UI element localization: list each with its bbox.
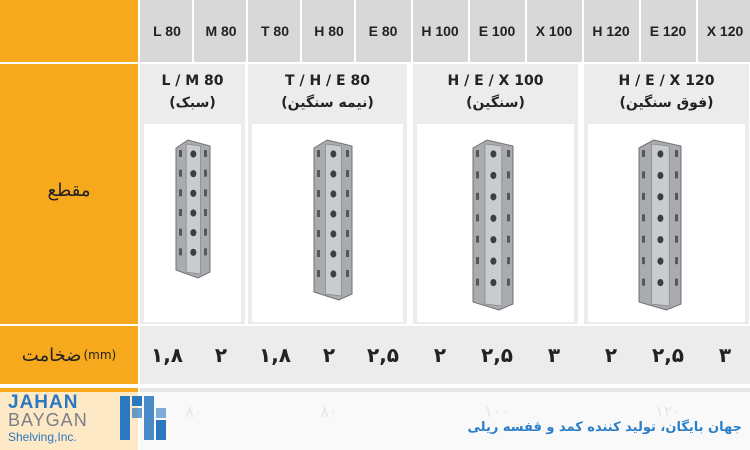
header-divider [468,0,470,62]
column-header: H 120 [592,23,630,39]
thickness-value: ۲ [604,343,618,367]
top-left-cell [0,0,138,62]
header-divider [300,0,302,62]
group-code: T / H / E 80 [285,73,370,89]
profile-image-box [252,124,403,322]
header-divider [696,0,698,62]
logo-text-shelving: Shelving,Inc. [8,430,77,444]
thickness-value: ۲ [433,343,447,367]
section-row-label: مقطع [47,179,91,201]
column-header: L 80 [153,23,181,39]
thickness-label: ضخامت [21,344,82,366]
group-code: H / E / X 120 [618,73,715,89]
group-label [248,64,407,124]
thickness-unit: (mm) [83,348,117,362]
column-header: E 80 [368,23,398,39]
thickness-value: ۲,۵ [480,343,513,367]
column-header: E 120 [649,23,687,39]
caption: جهان بایگان، تولید کننده کمد و قفسه ریلی [467,420,742,435]
thickness-value: ۳ [718,343,732,367]
header-divider [525,0,527,62]
thickness-row-label [0,326,138,384]
group-name: (سبک) [169,95,216,111]
thickness-value: ۲ [214,343,228,367]
column-header: H 100 [421,23,459,39]
profile-image-box [144,124,241,322]
group-label [140,64,245,124]
header-divider [582,0,584,62]
profile-image-box [417,124,574,322]
thickness-value: ۱,۸ [150,343,183,367]
thickness-value: ۲ [322,343,336,367]
thickness-value: ۲,۵ [366,343,399,367]
column-header: E 100 [478,23,516,39]
column-header: T 80 [260,23,289,39]
profile-image-box [588,124,745,322]
header-divider [246,0,248,62]
header-divider [411,0,413,62]
column-header: H 80 [314,23,344,39]
header-divider [639,0,641,62]
group-label [413,64,578,124]
logo-text-jahan: JAHAN [8,392,79,413]
company-logo [6,392,166,448]
group-name: (فوق سنگین) [619,95,714,111]
logo-mark-icon [118,394,174,444]
group-name: (نیمه سنگین) [281,95,374,111]
column-header: X 100 [535,23,573,39]
header-divider [354,0,356,62]
thickness-value: ۱,۸ [258,343,291,367]
group-code: H / E / X 100 [447,73,544,89]
group-name: (سنگین) [466,95,525,111]
group-code: L / M 80 [161,73,224,89]
thickness-value: ۲,۵ [651,343,684,367]
thickness-value: ۳ [547,343,561,367]
logo-text-baygan: BAYGAN [8,410,88,430]
column-header: M 80 [205,23,237,39]
header-divider [192,0,194,62]
column-header: X 120 [706,23,744,39]
group-label [584,64,749,124]
